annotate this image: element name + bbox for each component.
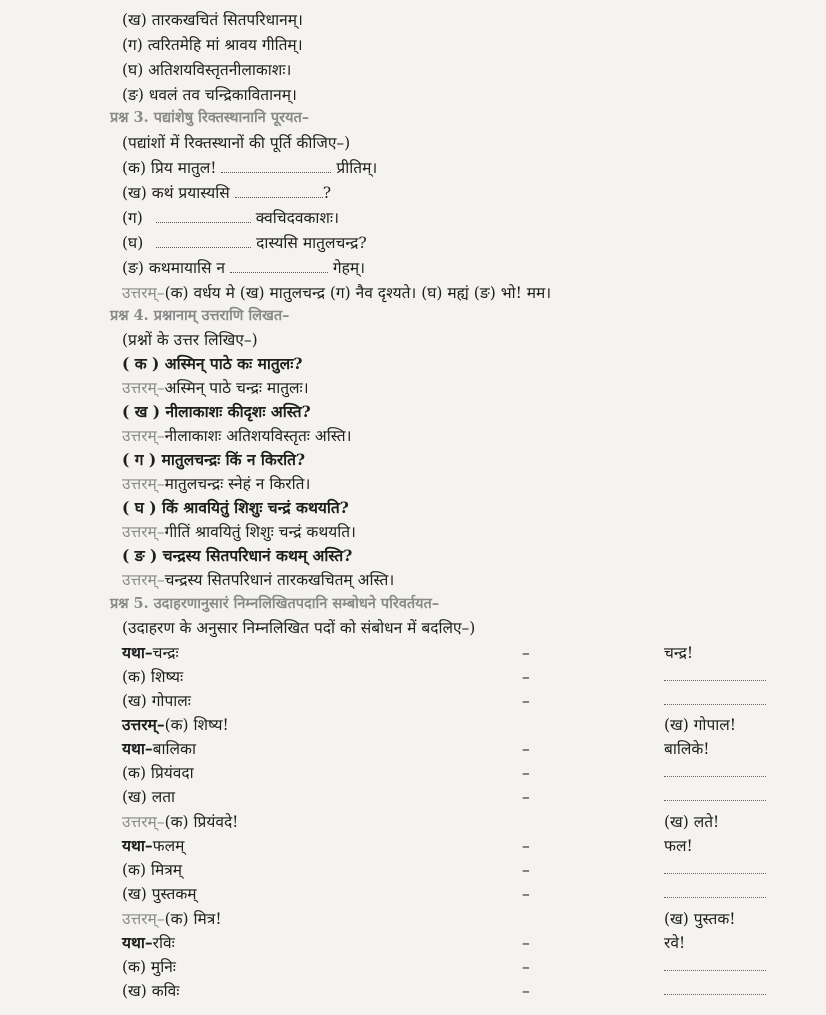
fill-blank-item: (ङ) कथमायासि न गेहम्।: [122, 259, 365, 277]
exercise-row: (क) मित्रम् –: [122, 858, 822, 882]
exercise-row: (क) शिष्यः –: [122, 665, 822, 689]
sub-question: ( घ ) किं श्रावयितुं शिशुः चन्द्रं कथयति?: [122, 498, 349, 517]
question-5-hint: (उदाहरण के अनुसार निम्नलिखित पदों को संबोधन में बदलिए–): [122, 619, 476, 637]
blank-space: [664, 704, 766, 705]
exercise-row: (ख) कविः –: [122, 979, 822, 1003]
answer-line: उत्तरम्–अस्मिन् पाठे चन्द्रः मातुलः।: [122, 379, 309, 397]
question-4-hint: (प्रश्नों के उत्तर लिखिए–): [122, 331, 258, 349]
answer-row: उत्तरम्–(क) प्रियंवदे! (ख) लते!: [122, 813, 720, 831]
question-3-title: प्रश्न 3. पद्यांशेषु रिक्तस्थानानि पूरयत–: [110, 109, 309, 126]
example-row: यथा–रविः – रवे!: [122, 933, 686, 952]
exercise-row: (क) प्रियंवदा –: [122, 761, 822, 785]
verse-line: (ङ) धवलं तव चन्द्रिकावितानम्।: [122, 86, 297, 104]
sub-question: ( ख ) नीलाकाशः कीदृशः अस्ति?: [122, 402, 311, 421]
example-row: यथा–बालिका – बालिके!: [122, 739, 710, 758]
answer-line: उत्तरम्–चन्द्रस्य सितपरिधानं तारकखचितम् अस्ति।: [122, 571, 395, 589]
answer-line: उत्तरम्–(क) वर्धय मे (ख) मातुलचन्द्र (ग) नैव दृश्यते। (घ) मह्यं (ङ) भो! मम।: [122, 284, 552, 302]
verse-line: (ग) त्वरितमेहि मां श्रावय गीतिम्।: [122, 36, 303, 54]
example-row: यथा–चन्द्रः – चन्द्र!: [122, 643, 694, 662]
answer-line: उत्तरम्–गीतिं श्रावयितुं शिशुः चन्द्रं कथयति।: [122, 523, 356, 541]
question-4-title: प्रश्न 4. प्रश्नानाम् उत्तराणि लिखत–: [110, 307, 290, 324]
blank-space: [156, 233, 251, 248]
blank-space: [156, 208, 251, 223]
blank-space: [664, 680, 766, 681]
question-5-title: प्रश्न 5. उदाहरणानुसारं निम्नलिखितपदानि सम्बोधने परिवर्तयत–: [110, 595, 440, 612]
answer-row: उत्तरम्–(क) मित्र! (ख) पुस्तक!: [122, 910, 736, 928]
answer-line: उत्तरम्–नीलाकाशः अतिशयविस्तृतः अस्ति।: [122, 427, 352, 445]
verse-line: (घ) अतिशयविस्तृतनीलाकाशः।: [122, 61, 292, 79]
blank-space: [664, 873, 766, 874]
answer-row: उत्तरम्–(क) शिष्य! (ख) गोपाल!: [122, 715, 736, 734]
fill-blank-item: (ग) क्वचिदवकाशः।: [122, 209, 339, 227]
blank-space: [664, 897, 766, 898]
sub-question: ( ग ) मातुलचन्द्रः किं न किरति?: [122, 450, 306, 469]
fill-blank-item: (ख) कथं प्रयास्यसि ?: [122, 184, 332, 202]
blank-space: [664, 800, 766, 801]
fill-blank-item: (क) प्रिय मातुल! प्रीतिम्।: [122, 159, 378, 177]
answer-line: उत्तरम्–मातुलचन्द्रः स्नेहं न किरति।: [122, 475, 311, 493]
blank-space: [664, 776, 766, 777]
exercise-row: (ख) लता –: [122, 785, 822, 809]
example-row: यथा–फलम् – फल!: [122, 836, 693, 855]
sub-question: ( ङ ) चन्द्रस्य सितपरिधानं कथम् अस्ति?: [122, 546, 353, 565]
question-3-hint: (पद्यांशों में रिक्तस्थानों की पूर्ति कीजिए–): [122, 134, 351, 152]
sub-question: ( क ) अस्मिन् पाठे कः मातुलः?: [122, 354, 303, 373]
blank-space: [664, 994, 766, 995]
exercise-row: (ख) पुस्तकम् –: [122, 882, 822, 906]
blank-space: [235, 183, 323, 198]
blank-space: [221, 158, 331, 173]
fill-blank-item: (घ) दास्यसि मातुलचन्द्र?: [122, 234, 367, 252]
blank-space: [230, 258, 328, 273]
verse-line: (ख) तारकखचितं सितपरिधानम्।: [122, 11, 303, 29]
blank-space: [664, 970, 766, 971]
exercise-row: (क) मुनिः –: [122, 955, 822, 979]
exercise-row: (ख) गोपालः –: [122, 689, 822, 713]
